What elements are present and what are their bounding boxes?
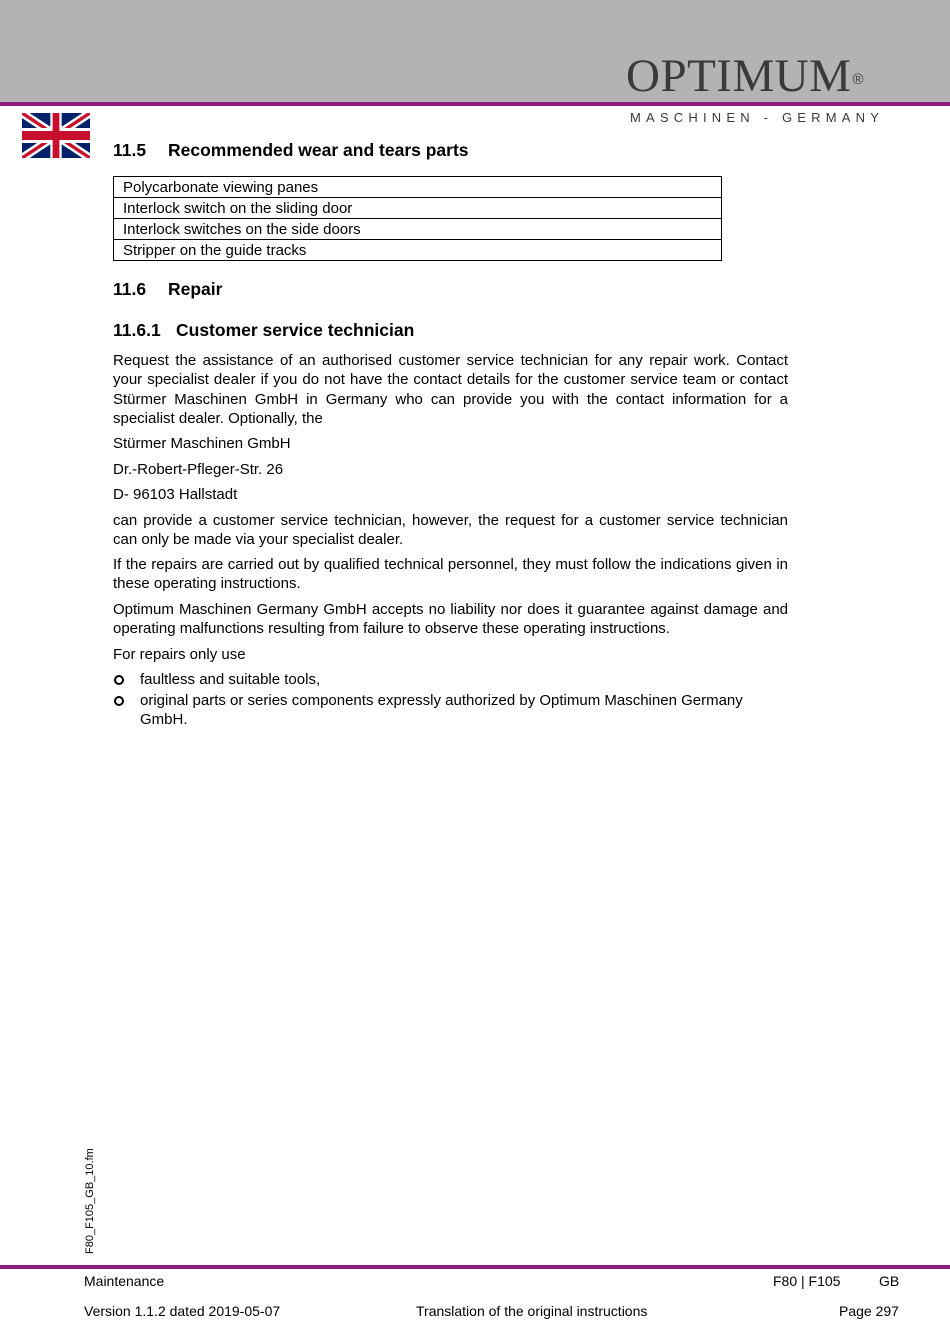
address-city: D- 96103 Hallstadt bbox=[113, 486, 238, 503]
footer-translation: Translation of the original instructions bbox=[416, 1303, 648, 1319]
section-number: 11.6 bbox=[113, 279, 147, 299]
section-heading-11-6 bbox=[113, 279, 222, 300]
table-row bbox=[114, 198, 722, 219]
section-number: 11.6.1 bbox=[113, 320, 161, 340]
logo-tagline: MASCHINEN - GERMANY bbox=[630, 110, 885, 125]
registered-mark: ® bbox=[852, 71, 865, 88]
list-item-text: original parts or series components expressly authorized by Optimum Maschinen Germany GmbH. bbox=[140, 692, 743, 729]
footer-page-number: Page 297 bbox=[839, 1303, 899, 1319]
footer-version: Version 1.1.2 dated 2019-05-07 bbox=[84, 1303, 281, 1319]
table-row bbox=[114, 177, 722, 198]
footer-chapter: Maintenance bbox=[84, 1273, 165, 1289]
list-item-text: faultless and suitable tools, bbox=[140, 671, 321, 688]
bullet-circle-icon bbox=[114, 675, 124, 685]
address-company: Stürmer Maschinen GmbH bbox=[113, 435, 291, 452]
paragraph-request-assistance: Request the assistance of an authorised customer service technician for any repair work. Contact your specialist dealer if you do not have the contact details for the customer service team or contact Stürmer Maschinen GmbH in Germany who can provide you with the contact information for a specialist dealer. Optionally, the bbox=[113, 352, 788, 427]
table-row bbox=[114, 219, 722, 240]
table-cell: Interlock switch on the sliding door bbox=[114, 198, 722, 219]
section-title: Recommended wear and tears parts bbox=[168, 140, 469, 160]
table-cell: Interlock switches on the side doors bbox=[114, 219, 722, 240]
bullet-circle-icon bbox=[114, 696, 124, 706]
paragraph-qualified-personnel: If the repairs are carried out by qualified technical personnel, they must follow the indications given in these operating instructions. bbox=[113, 556, 788, 593]
footer-models: F80 | F105 bbox=[773, 1273, 841, 1289]
optimum-logo bbox=[626, 52, 864, 100]
section-number: 11.5 bbox=[113, 140, 147, 160]
table-row bbox=[114, 240, 722, 261]
section-title: Customer service technician bbox=[176, 320, 415, 340]
wear-parts-table bbox=[113, 176, 722, 261]
paragraph-provide-technician: can provide a customer service technician, however, the request for a customer service technician can only be made via your specialist dealer. bbox=[113, 512, 788, 549]
footer-language: GB bbox=[879, 1273, 900, 1289]
uk-flag-icon bbox=[22, 113, 90, 158]
section-title: Repair bbox=[168, 279, 223, 299]
address-street: Dr.-Robert-Pfleger-Str. 26 bbox=[113, 461, 284, 478]
table-cell: Polycarbonate viewing panes bbox=[114, 177, 722, 198]
paragraph-repairs-only: For repairs only use bbox=[113, 646, 246, 663]
table-cell: Stripper on the guide tracks bbox=[114, 240, 722, 261]
section-heading-11-6-1 bbox=[113, 320, 414, 341]
header-rule bbox=[0, 102, 950, 106]
logo-text: OPTIMUM bbox=[626, 50, 852, 102]
source-filename: F80_F105_GB_10.fm bbox=[84, 1148, 96, 1254]
footer-rule bbox=[0, 1265, 950, 1269]
section-heading-11-5 bbox=[113, 140, 469, 161]
paragraph-liability: Optimum Maschinen Germany GmbH accepts no liability nor does it guarantee against damage and operating malfunctions resulting from failure to observe these operating instructions. bbox=[113, 601, 788, 638]
